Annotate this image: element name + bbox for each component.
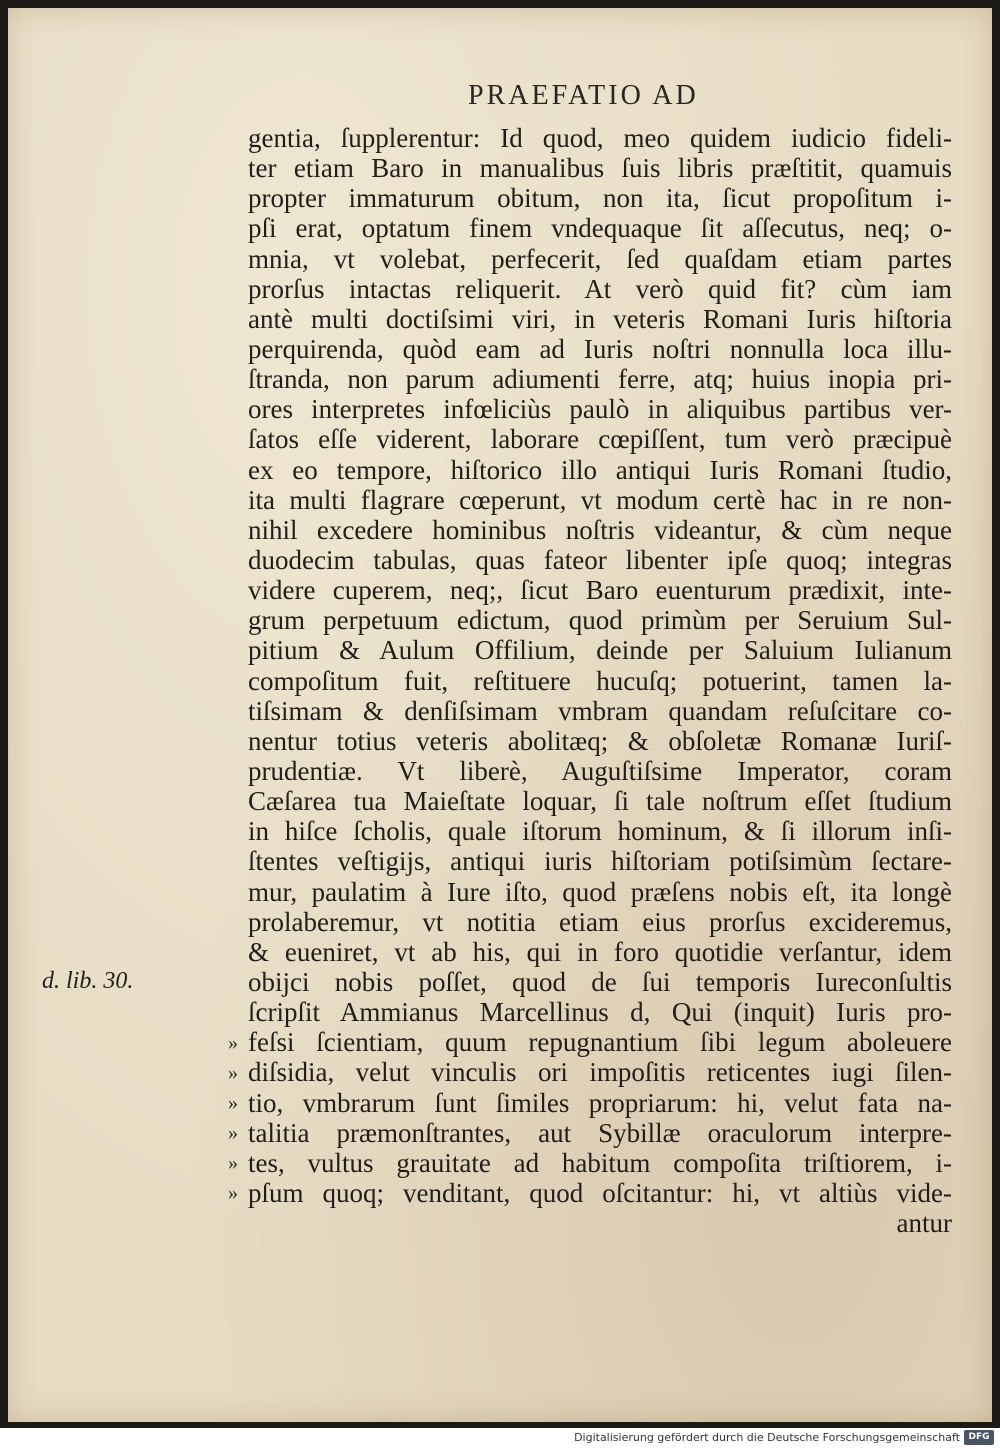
- quote-mark: »: [228, 1182, 238, 1205]
- text-line: ſatos eſſe viderent, laborare cœpiſſent, tum verò præcipuè: [248, 424, 952, 455]
- text-line: videre cuperem, neq;, ſicut Baro euenturum prædixit, inte-: [248, 575, 952, 606]
- text-line: nentur totius veteris abolitæq; & obſoletæ Romanæ Iuriſ-: [248, 725, 952, 756]
- text-line: pſum quoq; venditant, quod oſcitantur: hi, vt altiùs vide-: [248, 1177, 952, 1208]
- text-line: prorſus intactas reliquerit. At verò quid fit? cùm iam: [248, 273, 952, 304]
- text-line: ſtentes veſtigijs, antiqui iuris hiſtoriam potiſsimùm ſectare-: [248, 846, 952, 877]
- text-line: compoſitum fuit, reſtituere hucuſq; potuerint, tamen la-: [248, 665, 952, 696]
- dfg-logo-icon: DFG: [964, 1430, 994, 1445]
- text-line: antur: [896, 1208, 952, 1239]
- margin-note: d. lib. 30.: [42, 968, 134, 994]
- text-line: tio, vmbrarum ſunt ſimiles propriarum: hi, velut fata na-: [248, 1087, 952, 1118]
- text-line: ores interpretes infœliciùs paulò in aliquibus partibus ver-: [248, 394, 952, 425]
- text-line: perquirenda, quòd eam ad Iuris noſtri nonnulla loca illu-: [248, 333, 952, 364]
- text-line: ita multi flagrare cœperunt, vt modum certè hac in re non-: [248, 484, 952, 515]
- text-line: duodecim tabulas, quas fateor libenter ipſe quoq; integras: [248, 544, 952, 575]
- quote-mark: »: [228, 1031, 238, 1054]
- text-line: grum perpetuum edictum, quod primùm per Seruium Sul-: [248, 605, 952, 636]
- text-line: Cæſarea tua Maieſtate loquar, ſi tale noſtrum eſſet ſtudium: [248, 786, 952, 817]
- text-line: antè multi doctiſsimi viri, in veteris Romani Iuris hiſtoria: [248, 303, 952, 334]
- body-text: [248, 123, 952, 1238]
- text-line: ſtranda, non parum adiumenti ferre, atq; huius inopia pri-: [248, 364, 952, 395]
- text-line: pitium & Aulum Offilium, deinde per Saluium Iulianum: [248, 635, 952, 666]
- text-line: feſsi ſcientiam, quum repugnantium ſibi legum aboleuere: [248, 1027, 952, 1058]
- text-line: diſsidia, velut vinculis ori impoſitis reticentes iugi ſilen-: [248, 1057, 952, 1088]
- text-line: tes, vultus grauitate ad habitum compoſita triſtiorem, i-: [248, 1147, 952, 1178]
- text-line: mur, paulatim à Iure iſto, quod præſens nobis eſt, ita longè: [248, 876, 952, 907]
- footer-credit: Digitalisierung gefördert durch die Deutsche Forschungsgemeinschaft: [574, 1431, 960, 1444]
- text-line: propter immaturum obitum, non ita, ſicut propoſitum i-: [248, 183, 952, 214]
- text-line: gentia, ſupplerentur: Id quod, meo quidem iudicio fideli-: [248, 123, 952, 153]
- text-line: ter etiam Baro in manualibus ſuis libris præſtitit, quamuis: [248, 153, 952, 184]
- text-line: tiſsimam & denſiſsimam vmbram quandam reſuſcitare co-: [248, 695, 952, 726]
- text-line: ex eo tempore, hiſtorico illo antiqui Iuris Romani ſtudio,: [248, 454, 952, 485]
- text-line: in hiſce ſcholis, quale iſtorum hominum, & ſi illorum inſi-: [248, 816, 952, 847]
- text-line: prudentiæ. Vt liberè, Auguſtiſsime Imperator, coram: [248, 755, 952, 786]
- running-header: PRAEFATIO AD: [468, 80, 699, 111]
- text-line: obijci nobis poſſet, quod de ſui temporis Iureconſultis: [248, 966, 952, 997]
- quote-mark: »: [228, 1061, 238, 1084]
- text-line: talitia præmonſtrantes, aut Sybillæ oraculorum interpre-: [248, 1117, 952, 1148]
- quote-mark: »: [228, 1091, 238, 1114]
- text-line: & eueniret, vt ab his, qui in foro quotidie verſantur, idem: [248, 936, 952, 967]
- text-line: ſcripſit Ammianus Marcellinus d, Qui (inquit) Iuris pro-: [248, 997, 952, 1028]
- quote-mark: »: [228, 1152, 238, 1175]
- text-line: mnia, vt volebat, perfecerit, ſed quaſdam etiam partes: [248, 243, 952, 274]
- text-line: pſi erat, optatum finem vndequaque ſit aſſecutus, neq; o-: [248, 213, 952, 244]
- quote-mark: »: [228, 1121, 238, 1144]
- text-line: prolaberemur, vt notitia etiam eius prorſus excideremus,: [248, 906, 952, 937]
- text-line: nihil excedere hominibus noſtris videantur, & cùm neque: [248, 514, 952, 545]
